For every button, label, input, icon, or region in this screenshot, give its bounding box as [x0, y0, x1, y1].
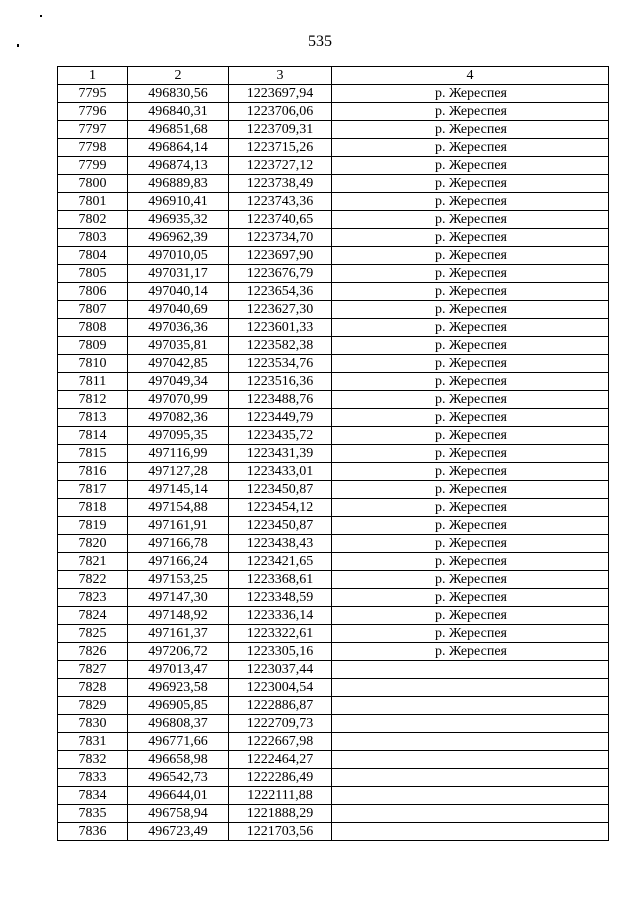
- x-coordinate-cell: 497206,72: [128, 643, 229, 661]
- y-coordinate-cell: 1223601,33: [229, 319, 332, 337]
- description-cell: р. Жереспея: [332, 607, 609, 625]
- description-cell: р. Жереспея: [332, 103, 609, 121]
- table-row: [58, 769, 609, 787]
- point-number-cell: 7830: [58, 715, 128, 733]
- table-row: [58, 319, 609, 337]
- y-coordinate-cell: 1223534,76: [229, 355, 332, 373]
- point-number-cell: 7812: [58, 391, 128, 409]
- y-coordinate-cell: 1223706,06: [229, 103, 332, 121]
- x-coordinate-cell: 496830,56: [128, 85, 229, 103]
- description-cell: р. Жереспея: [332, 139, 609, 157]
- y-coordinate-cell: 1223004,54: [229, 679, 332, 697]
- x-coordinate-cell: 497070,99: [128, 391, 229, 409]
- description-cell: р. Жереспея: [332, 589, 609, 607]
- y-coordinate-cell: 1223738,49: [229, 175, 332, 193]
- y-coordinate-cell: 1223431,39: [229, 445, 332, 463]
- table-row: [58, 283, 609, 301]
- x-coordinate-cell: 497154,88: [128, 499, 229, 517]
- point-number-cell: 7835: [58, 805, 128, 823]
- description-cell: р. Жереспея: [332, 121, 609, 139]
- description-cell: р. Жереспея: [332, 355, 609, 373]
- table-row: [58, 157, 609, 175]
- column-header-description: 4: [332, 67, 609, 85]
- description-cell: [332, 697, 609, 715]
- table-row: [58, 265, 609, 283]
- x-coordinate-cell: 496644,01: [128, 787, 229, 805]
- point-number-cell: 7802: [58, 211, 128, 229]
- point-number-cell: 7798: [58, 139, 128, 157]
- table-row: [58, 121, 609, 139]
- description-cell: [332, 715, 609, 733]
- x-coordinate-cell: 496889,83: [128, 175, 229, 193]
- description-cell: р. Жереспея: [332, 553, 609, 571]
- description-cell: р. Жереспея: [332, 337, 609, 355]
- description-cell: р. Жереспея: [332, 229, 609, 247]
- point-number-cell: 7821: [58, 553, 128, 571]
- table-row: [58, 391, 609, 409]
- description-cell: [332, 769, 609, 787]
- x-coordinate-cell: 496723,49: [128, 823, 229, 841]
- y-coordinate-cell: 1222886,87: [229, 697, 332, 715]
- table-row: [58, 499, 609, 517]
- column-header-x: 2: [128, 67, 229, 85]
- y-coordinate-cell: 1221703,56: [229, 823, 332, 841]
- point-number-cell: 7810: [58, 355, 128, 373]
- point-number-cell: 7828: [58, 679, 128, 697]
- table-row: [58, 715, 609, 733]
- point-number-cell: 7819: [58, 517, 128, 535]
- page-number: 535: [308, 33, 332, 50]
- table-row: [58, 373, 609, 391]
- y-coordinate-cell: 1223435,72: [229, 427, 332, 445]
- table-row: [58, 355, 609, 373]
- x-coordinate-cell: 497148,92: [128, 607, 229, 625]
- description-cell: р. Жереспея: [332, 85, 609, 103]
- table-row: [58, 643, 609, 661]
- y-coordinate-cell: 1221888,29: [229, 805, 332, 823]
- table-row: [58, 427, 609, 445]
- column-header-point-number: 1: [58, 67, 128, 85]
- y-coordinate-cell: 1223421,65: [229, 553, 332, 571]
- x-coordinate-cell: 496905,85: [128, 697, 229, 715]
- y-coordinate-cell: 1222111,88: [229, 787, 332, 805]
- description-cell: [332, 805, 609, 823]
- x-coordinate-cell: 497049,34: [128, 373, 229, 391]
- x-coordinate-cell: 496923,58: [128, 679, 229, 697]
- point-number-cell: 7824: [58, 607, 128, 625]
- table-row: [58, 553, 609, 571]
- point-number-cell: 7825: [58, 625, 128, 643]
- y-coordinate-cell: 1223709,31: [229, 121, 332, 139]
- description-cell: р. Жереспея: [332, 175, 609, 193]
- x-coordinate-cell: 497042,85: [128, 355, 229, 373]
- point-number-cell: 7820: [58, 535, 128, 553]
- point-number-cell: 7827: [58, 661, 128, 679]
- y-coordinate-cell: 1223488,76: [229, 391, 332, 409]
- description-cell: [332, 679, 609, 697]
- y-coordinate-cell: 1222286,49: [229, 769, 332, 787]
- y-coordinate-cell: 1222709,73: [229, 715, 332, 733]
- point-number-cell: 7823: [58, 589, 128, 607]
- description-cell: р. Жереспея: [332, 265, 609, 283]
- x-coordinate-cell: 497127,28: [128, 463, 229, 481]
- table-row: [58, 463, 609, 481]
- x-coordinate-cell: 497013,47: [128, 661, 229, 679]
- description-cell: р. Жереспея: [332, 373, 609, 391]
- point-number-cell: 7822: [58, 571, 128, 589]
- point-number-cell: 7807: [58, 301, 128, 319]
- point-number-cell: 7816: [58, 463, 128, 481]
- point-number-cell: 7803: [58, 229, 128, 247]
- description-cell: р. Жереспея: [332, 319, 609, 337]
- x-coordinate-cell: 496910,41: [128, 193, 229, 211]
- y-coordinate-cell: 1223740,65: [229, 211, 332, 229]
- table-row: [58, 301, 609, 319]
- table-row: [58, 445, 609, 463]
- y-coordinate-cell: 1223438,43: [229, 535, 332, 553]
- description-cell: р. Жереспея: [332, 247, 609, 265]
- x-coordinate-cell: 497010,05: [128, 247, 229, 265]
- point-number-cell: 7829: [58, 697, 128, 715]
- description-cell: [332, 823, 609, 841]
- point-number-cell: 7831: [58, 733, 128, 751]
- table-row: [58, 751, 609, 769]
- table-row: [58, 805, 609, 823]
- description-cell: р. Жереспея: [332, 535, 609, 553]
- table-row: [58, 139, 609, 157]
- description-cell: р. Жереспея: [332, 283, 609, 301]
- table-row: [58, 247, 609, 265]
- y-coordinate-cell: 1223654,36: [229, 283, 332, 301]
- y-coordinate-cell: 1223727,12: [229, 157, 332, 175]
- y-coordinate-cell: 1223516,36: [229, 373, 332, 391]
- description-cell: р. Жереспея: [332, 157, 609, 175]
- table-row: [58, 589, 609, 607]
- x-coordinate-cell: 496935,32: [128, 211, 229, 229]
- description-cell: р. Жереспея: [332, 481, 609, 499]
- table-row: [58, 337, 609, 355]
- x-coordinate-cell: 496542,73: [128, 769, 229, 787]
- x-coordinate-cell: 497031,17: [128, 265, 229, 283]
- scan-speck-top: [40, 15, 42, 17]
- description-cell: р. Жереспея: [332, 301, 609, 319]
- table-row: [58, 517, 609, 535]
- description-cell: р. Жереспея: [332, 625, 609, 643]
- description-cell: р. Жереспея: [332, 517, 609, 535]
- table-body: [58, 85, 609, 841]
- coordinates-table: [57, 66, 609, 841]
- description-cell: р. Жереспея: [332, 643, 609, 661]
- description-cell: р. Жереспея: [332, 211, 609, 229]
- description-cell: р. Жереспея: [332, 499, 609, 517]
- x-coordinate-cell: 496658,98: [128, 751, 229, 769]
- point-number-cell: 7818: [58, 499, 128, 517]
- x-coordinate-cell: 497145,14: [128, 481, 229, 499]
- table-row: [58, 733, 609, 751]
- x-coordinate-cell: 497153,25: [128, 571, 229, 589]
- y-coordinate-cell: 1222464,27: [229, 751, 332, 769]
- column-header-y: 3: [229, 67, 332, 85]
- x-coordinate-cell: 496962,39: [128, 229, 229, 247]
- description-cell: р. Жереспея: [332, 571, 609, 589]
- description-cell: [332, 751, 609, 769]
- table-row: [58, 229, 609, 247]
- point-number-cell: 7815: [58, 445, 128, 463]
- description-cell: [332, 661, 609, 679]
- x-coordinate-cell: 497082,36: [128, 409, 229, 427]
- point-number-cell: 7811: [58, 373, 128, 391]
- description-cell: р. Жереспея: [332, 409, 609, 427]
- table-row: [58, 679, 609, 697]
- table-row: [58, 697, 609, 715]
- y-coordinate-cell: 1223715,26: [229, 139, 332, 157]
- point-number-cell: 7797: [58, 121, 128, 139]
- x-coordinate-cell: 497166,78: [128, 535, 229, 553]
- description-cell: р. Жереспея: [332, 445, 609, 463]
- table-row: [58, 481, 609, 499]
- x-coordinate-cell: 497040,14: [128, 283, 229, 301]
- point-number-cell: 7795: [58, 85, 128, 103]
- x-coordinate-cell: 497095,35: [128, 427, 229, 445]
- x-coordinate-cell: 496808,37: [128, 715, 229, 733]
- point-number-cell: 7833: [58, 769, 128, 787]
- table-row: [58, 103, 609, 121]
- y-coordinate-cell: 1222667,98: [229, 733, 332, 751]
- y-coordinate-cell: 1223676,79: [229, 265, 332, 283]
- point-number-cell: 7804: [58, 247, 128, 265]
- point-number-cell: 7814: [58, 427, 128, 445]
- y-coordinate-cell: 1223627,30: [229, 301, 332, 319]
- point-number-cell: 7809: [58, 337, 128, 355]
- point-number-cell: 7832: [58, 751, 128, 769]
- x-coordinate-cell: 497035,81: [128, 337, 229, 355]
- y-coordinate-cell: 1223368,61: [229, 571, 332, 589]
- description-cell: р. Жереспея: [332, 391, 609, 409]
- point-number-cell: 7799: [58, 157, 128, 175]
- y-coordinate-cell: 1223697,94: [229, 85, 332, 103]
- y-coordinate-cell: 1223743,36: [229, 193, 332, 211]
- y-coordinate-cell: 1223322,61: [229, 625, 332, 643]
- description-cell: р. Жереспея: [332, 193, 609, 211]
- x-coordinate-cell: 497036,36: [128, 319, 229, 337]
- x-coordinate-cell: 497116,99: [128, 445, 229, 463]
- point-number-cell: 7826: [58, 643, 128, 661]
- x-coordinate-cell: 496874,13: [128, 157, 229, 175]
- point-number-cell: 7813: [58, 409, 128, 427]
- table-row: [58, 661, 609, 679]
- point-number-cell: 7805: [58, 265, 128, 283]
- x-coordinate-cell: 497040,69: [128, 301, 229, 319]
- x-coordinate-cell: 496840,31: [128, 103, 229, 121]
- x-coordinate-cell: 497161,37: [128, 625, 229, 643]
- point-number-cell: 7817: [58, 481, 128, 499]
- point-number-cell: 7836: [58, 823, 128, 841]
- y-coordinate-cell: 1223450,87: [229, 481, 332, 499]
- y-coordinate-cell: 1223734,70: [229, 229, 332, 247]
- point-number-cell: 7801: [58, 193, 128, 211]
- table-row: [58, 85, 609, 103]
- x-coordinate-cell: 497161,91: [128, 517, 229, 535]
- point-number-cell: 7800: [58, 175, 128, 193]
- table-row: [58, 211, 609, 229]
- x-coordinate-cell: 496851,68: [128, 121, 229, 139]
- y-coordinate-cell: 1223449,79: [229, 409, 332, 427]
- table-row: [58, 175, 609, 193]
- point-number-cell: 7796: [58, 103, 128, 121]
- x-coordinate-cell: 497166,24: [128, 553, 229, 571]
- x-coordinate-cell: 496864,14: [128, 139, 229, 157]
- table-row: [58, 535, 609, 553]
- y-coordinate-cell: 1223450,87: [229, 517, 332, 535]
- y-coordinate-cell: 1223348,59: [229, 589, 332, 607]
- description-cell: р. Жереспея: [332, 463, 609, 481]
- point-number-cell: 7806: [58, 283, 128, 301]
- table-header-row: [58, 67, 609, 85]
- x-coordinate-cell: 497147,30: [128, 589, 229, 607]
- table-row: [58, 625, 609, 643]
- y-coordinate-cell: 1223305,16: [229, 643, 332, 661]
- table-row: [58, 409, 609, 427]
- description-cell: [332, 787, 609, 805]
- table-row: [58, 823, 609, 841]
- x-coordinate-cell: 496758,94: [128, 805, 229, 823]
- point-number-cell: 7834: [58, 787, 128, 805]
- y-coordinate-cell: 1223697,90: [229, 247, 332, 265]
- table-row: [58, 193, 609, 211]
- description-cell: р. Жереспея: [332, 427, 609, 445]
- description-cell: [332, 733, 609, 751]
- table-row: [58, 571, 609, 589]
- y-coordinate-cell: 1223336,14: [229, 607, 332, 625]
- table-row: [58, 787, 609, 805]
- y-coordinate-cell: 1223037,44: [229, 661, 332, 679]
- table-row: [58, 607, 609, 625]
- x-coordinate-cell: 496771,66: [128, 733, 229, 751]
- y-coordinate-cell: 1223433,01: [229, 463, 332, 481]
- y-coordinate-cell: 1223454,12: [229, 499, 332, 517]
- y-coordinate-cell: 1223582,38: [229, 337, 332, 355]
- point-number-cell: 7808: [58, 319, 128, 337]
